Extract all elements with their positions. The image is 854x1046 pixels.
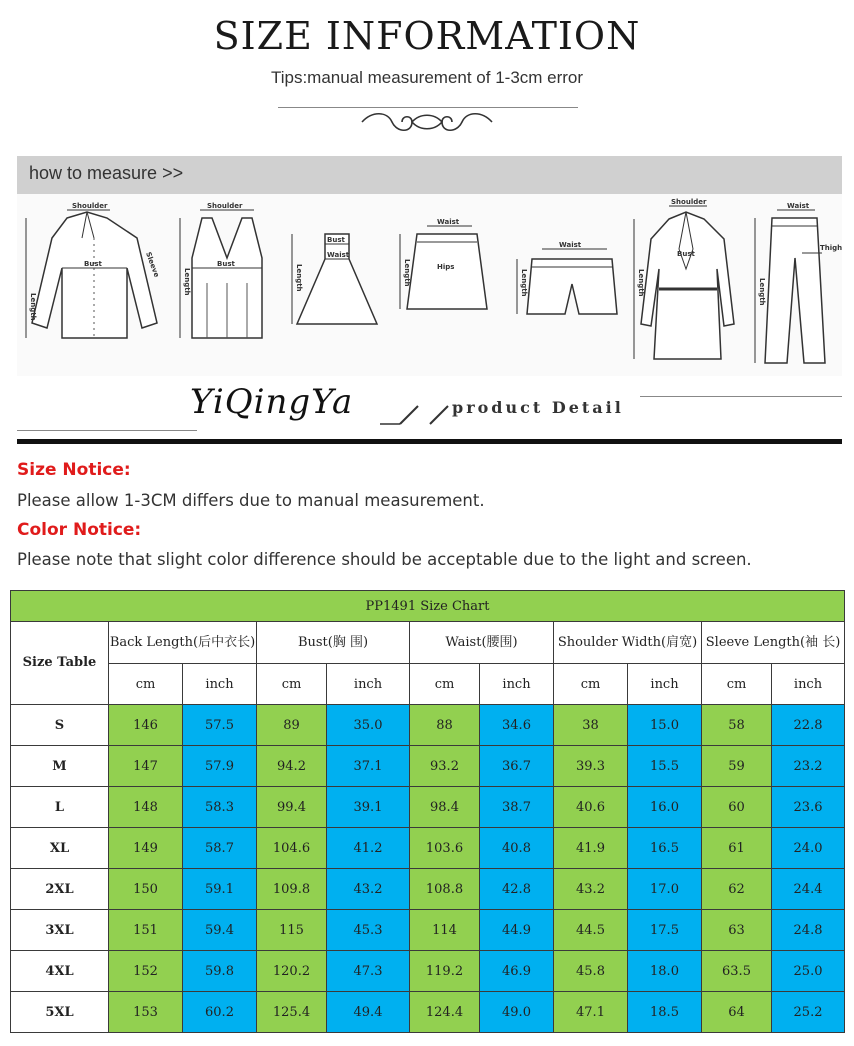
brand-underline bbox=[17, 430, 197, 431]
svg-text:Waist: Waist bbox=[787, 202, 810, 210]
svg-text:Bust: Bust bbox=[677, 250, 695, 258]
table-row bbox=[11, 910, 845, 951]
inch-value-cell: 59.1 bbox=[183, 869, 257, 910]
inch-value-cell: 41.2 bbox=[327, 828, 410, 869]
svg-text:Bust: Bust bbox=[327, 236, 345, 244]
svg-text:Bust: Bust bbox=[84, 260, 102, 268]
unit-header: inch bbox=[327, 664, 410, 705]
inch-value-cell: 60.2 bbox=[183, 992, 257, 1033]
svg-text:Length: Length bbox=[758, 278, 766, 306]
inch-value-cell: 23.6 bbox=[772, 787, 845, 828]
inch-value-cell: 49.0 bbox=[480, 992, 554, 1033]
cm-value-cell: 40.6 bbox=[554, 787, 628, 828]
size-notice-text: Please allow 1-3CM differs due to manual measurement. bbox=[17, 491, 485, 510]
tank-top-diagram-icon bbox=[172, 198, 282, 348]
page-title: SIZE INFORMATION bbox=[213, 14, 641, 58]
svg-text:Length: Length bbox=[183, 268, 191, 296]
inch-value-cell: 25.0 bbox=[772, 951, 845, 992]
table-row bbox=[11, 992, 845, 1033]
cm-value-cell: 63.5 bbox=[702, 951, 772, 992]
brand-name: YiQingYa bbox=[190, 382, 354, 422]
unit-header: cm bbox=[702, 664, 772, 705]
cm-value-cell: 63 bbox=[702, 910, 772, 951]
inch-value-cell: 18.0 bbox=[628, 951, 702, 992]
cm-value-cell: 39.3 bbox=[554, 746, 628, 787]
cm-value-cell: 150 bbox=[109, 869, 183, 910]
size-cell: 3XL bbox=[11, 910, 109, 951]
inch-value-cell: 59.8 bbox=[183, 951, 257, 992]
svg-text:Length: Length bbox=[29, 293, 37, 321]
cm-value-cell: 151 bbox=[109, 910, 183, 951]
svg-text:Waist: Waist bbox=[437, 218, 460, 226]
size-cell: 4XL bbox=[11, 951, 109, 992]
measure-panel bbox=[17, 156, 842, 378]
size-cell: M bbox=[11, 746, 109, 787]
cm-value-cell: 60 bbox=[702, 787, 772, 828]
inch-value-cell: 35.0 bbox=[327, 705, 410, 746]
cm-value-cell: 115 bbox=[257, 910, 327, 951]
size-chart-title: PP1491 Size Chart bbox=[11, 591, 845, 622]
color-notice-heading: Color Notice: bbox=[17, 520, 142, 540]
product-detail-label: product Detail bbox=[452, 398, 624, 417]
inch-value-cell: 16.0 bbox=[628, 787, 702, 828]
inch-value-cell: 15.5 bbox=[628, 746, 702, 787]
tips-text: Tips:manual measurement of 1-3cm error bbox=[270, 68, 584, 87]
cm-value-cell: 108.8 bbox=[410, 869, 480, 910]
inch-value-cell: 47.3 bbox=[327, 951, 410, 992]
inch-value-cell: 44.9 bbox=[480, 910, 554, 951]
measure-illustrations bbox=[17, 194, 842, 376]
inch-value-cell: 22.8 bbox=[772, 705, 845, 746]
column-header-waist: Waist(腰围) bbox=[410, 622, 554, 664]
inch-value-cell: 24.4 bbox=[772, 869, 845, 910]
inch-value-cell: 49.4 bbox=[327, 992, 410, 1033]
svg-text:Sleeve: Sleeve bbox=[144, 250, 161, 279]
inch-value-cell: 57.9 bbox=[183, 746, 257, 787]
unit-header: cm bbox=[257, 664, 327, 705]
svg-text:Shoulder: Shoulder bbox=[671, 198, 707, 206]
cm-value-cell: 153 bbox=[109, 992, 183, 1033]
size-notice-heading: Size Notice: bbox=[17, 460, 131, 480]
color-notice-text: Please note that slight color difference should be acceptable due to the light and screen. bbox=[17, 550, 752, 569]
svg-text:Waist: Waist bbox=[327, 251, 350, 259]
unit-header: inch bbox=[480, 664, 554, 705]
inch-value-cell: 24.0 bbox=[772, 828, 845, 869]
svg-text:Waist: Waist bbox=[559, 241, 582, 249]
cm-value-cell: 120.2 bbox=[257, 951, 327, 992]
inch-value-cell: 37.1 bbox=[327, 746, 410, 787]
skirt-diagram-icon bbox=[392, 214, 502, 324]
cm-value-cell: 41.9 bbox=[554, 828, 628, 869]
inch-value-cell: 40.8 bbox=[480, 828, 554, 869]
cm-value-cell: 124.4 bbox=[410, 992, 480, 1033]
svg-text:Shoulder: Shoulder bbox=[72, 202, 108, 210]
coat-diagram-icon bbox=[629, 194, 744, 369]
inch-value-cell: 23.2 bbox=[772, 746, 845, 787]
size-cell: 2XL bbox=[11, 869, 109, 910]
column-header-back-length: Back Length(后中衣长) bbox=[109, 622, 257, 664]
inch-value-cell: 39.1 bbox=[327, 787, 410, 828]
product-detail-line bbox=[640, 396, 842, 397]
cm-value-cell: 62 bbox=[702, 869, 772, 910]
cm-value-cell: 93.2 bbox=[410, 746, 480, 787]
cm-value-cell: 147 bbox=[109, 746, 183, 787]
cm-value-cell: 89 bbox=[257, 705, 327, 746]
cm-value-cell: 146 bbox=[109, 705, 183, 746]
inch-value-cell: 16.5 bbox=[628, 828, 702, 869]
inch-value-cell: 43.2 bbox=[327, 869, 410, 910]
inch-value-cell: 58.3 bbox=[183, 787, 257, 828]
cm-value-cell: 119.2 bbox=[410, 951, 480, 992]
cm-value-cell: 99.4 bbox=[257, 787, 327, 828]
cm-value-cell: 47.1 bbox=[554, 992, 628, 1033]
cm-value-cell: 125.4 bbox=[257, 992, 327, 1033]
shorts-diagram-icon bbox=[507, 234, 627, 324]
inch-value-cell: 58.7 bbox=[183, 828, 257, 869]
cm-value-cell: 114 bbox=[410, 910, 480, 951]
inch-value-cell: 38.7 bbox=[480, 787, 554, 828]
inch-value-cell: 15.0 bbox=[628, 705, 702, 746]
table-row bbox=[11, 869, 845, 910]
cm-value-cell: 94.2 bbox=[257, 746, 327, 787]
cm-value-cell: 45.8 bbox=[554, 951, 628, 992]
inch-value-cell: 46.9 bbox=[480, 951, 554, 992]
unit-header: inch bbox=[183, 664, 257, 705]
table-row bbox=[11, 705, 845, 746]
svg-text:Length: Length bbox=[403, 259, 411, 287]
ornament-icon bbox=[352, 109, 502, 135]
svg-text:Hips: Hips bbox=[437, 263, 455, 271]
cm-value-cell: 58 bbox=[702, 705, 772, 746]
table-row bbox=[11, 951, 845, 992]
inch-value-cell: 59.4 bbox=[183, 910, 257, 951]
unit-header: inch bbox=[628, 664, 702, 705]
unit-header: cm bbox=[410, 664, 480, 705]
inch-value-cell: 17.0 bbox=[628, 869, 702, 910]
svg-text:Shoulder: Shoulder bbox=[207, 202, 243, 210]
table-row bbox=[11, 828, 845, 869]
inch-value-cell: 57.5 bbox=[183, 705, 257, 746]
inch-value-cell: 42.8 bbox=[480, 869, 554, 910]
cm-value-cell: 98.4 bbox=[410, 787, 480, 828]
svg-text:Thigh: Thigh bbox=[820, 244, 842, 252]
cm-value-cell: 44.5 bbox=[554, 910, 628, 951]
slash-decoration-icon bbox=[380, 392, 450, 432]
svg-text:Length: Length bbox=[520, 269, 528, 297]
size-cell: XL bbox=[11, 828, 109, 869]
cm-value-cell: 64 bbox=[702, 992, 772, 1033]
column-header-bust: Bust(胸 围) bbox=[257, 622, 410, 664]
cm-value-cell: 88 bbox=[410, 705, 480, 746]
svg-text:Bust: Bust bbox=[217, 260, 235, 268]
inch-value-cell: 17.5 bbox=[628, 910, 702, 951]
inch-value-cell: 34.6 bbox=[480, 705, 554, 746]
size-cell: L bbox=[11, 787, 109, 828]
cm-value-cell: 104.6 bbox=[257, 828, 327, 869]
unit-header: cm bbox=[554, 664, 628, 705]
cm-value-cell: 38 bbox=[554, 705, 628, 746]
blouse-diagram-icon bbox=[22, 198, 172, 348]
column-header-shoulder-width: Shoulder Width(肩宽) bbox=[554, 622, 702, 664]
column-header-sleeve-length: Sleeve Length(袖 长) bbox=[702, 622, 845, 664]
cm-value-cell: 149 bbox=[109, 828, 183, 869]
cm-value-cell: 148 bbox=[109, 787, 183, 828]
inch-value-cell: 45.3 bbox=[327, 910, 410, 951]
unit-header: cm bbox=[109, 664, 183, 705]
table-row bbox=[11, 746, 845, 787]
pants-diagram-icon bbox=[747, 198, 842, 368]
inch-value-cell: 36.7 bbox=[480, 746, 554, 787]
size-cell: 5XL bbox=[11, 992, 109, 1033]
dress-diagram-icon bbox=[287, 214, 387, 334]
measure-header-bar bbox=[17, 156, 842, 194]
cm-value-cell: 152 bbox=[109, 951, 183, 992]
inch-value-cell: 18.5 bbox=[628, 992, 702, 1033]
cm-value-cell: 61 bbox=[702, 828, 772, 869]
svg-text:Length: Length bbox=[637, 269, 645, 297]
measure-heading: how to measure >> bbox=[29, 163, 184, 183]
size-chart-table bbox=[10, 590, 845, 1033]
inch-value-cell: 24.8 bbox=[772, 910, 845, 951]
size-table-header: Size Table bbox=[11, 622, 109, 705]
size-chart-body bbox=[11, 705, 845, 1033]
cm-value-cell: 109.8 bbox=[257, 869, 327, 910]
size-cell: S bbox=[11, 705, 109, 746]
unit-header: inch bbox=[772, 664, 845, 705]
table-row bbox=[11, 787, 845, 828]
cm-value-cell: 43.2 bbox=[554, 869, 628, 910]
section-divider bbox=[17, 439, 842, 444]
inch-value-cell: 25.2 bbox=[772, 992, 845, 1033]
tips-divider bbox=[278, 107, 578, 108]
cm-value-cell: 59 bbox=[702, 746, 772, 787]
svg-text:Length: Length bbox=[295, 264, 303, 292]
cm-value-cell: 103.6 bbox=[410, 828, 480, 869]
